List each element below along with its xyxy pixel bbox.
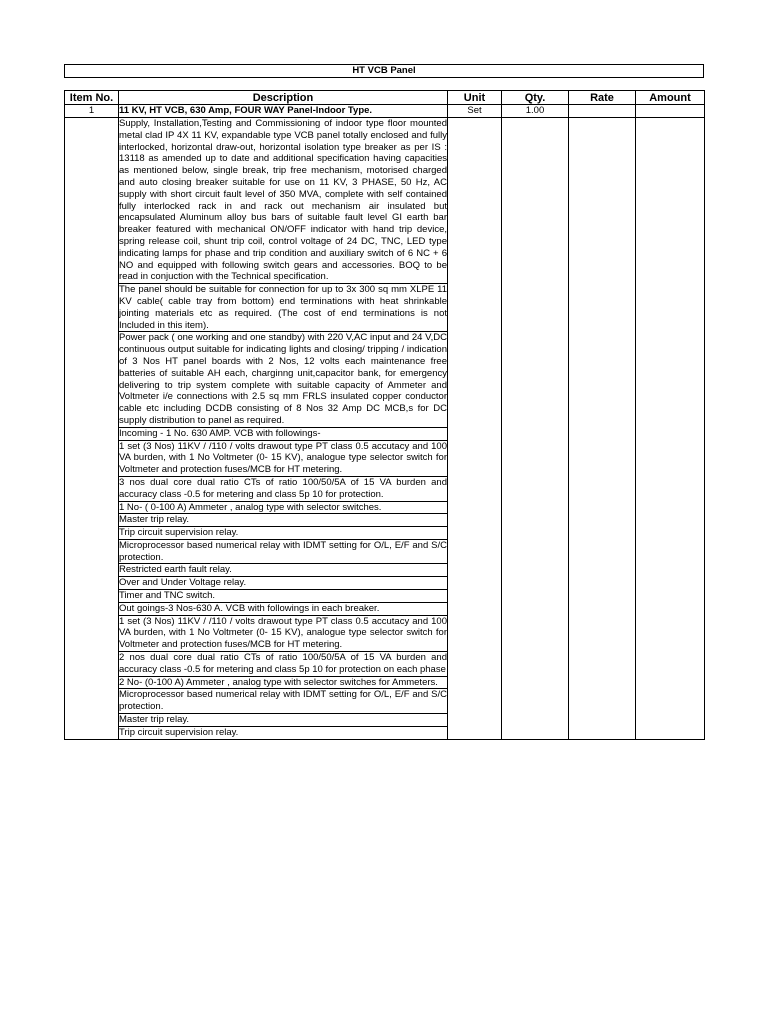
description-segment: Supply, Installation,Testing and Commissioning of indoor type floor mounted metal clad IP 4X 11 KV, expandable type VCB panel totally enclosed and fully interlocked, horizontal draw-out, horizontal isolation type breaker as per IS : 13118 as amended up to date and additional specification having capacities as mentioned below, single break, trip free mechanism, motorised charged and auto closing breaker suitable for use on 11 KV, 3 PHASE, 50 Hz, AC supply with short circuit fault level of 350 MVA, complete with self contained fully interlocked rack in and rack out mechanism air insulated but encapsulated Aluminum alloy bus bars of suitable fault level GI earth bar breaker featured with mechanical ON/OFF indicator with hand trip device, spring release coil, shunt trip coil, control voltage of 24 DC, TNC, LED type indicating lamps for phase and trip condition and auxiliary switch of 6 NC + 6 NO and equipped with following switch gears and accessories. BOQ to be read in conjuction with the Technical specification.	[119, 118, 447, 283]
description-segment: 1 set (3 Nos) 11KV / /110 / volts drawout type PT class 0.5 accutacy and 100 VA burden, with 1 No Voltmeter (0- 15 KV), analogue type selector switch for Voltmeter and protection fuses/MCB for HT metering.	[119, 615, 447, 651]
description-segment: 2 No- (0-100 A) Ammeter , analog type with selector switches for Ammeters.	[119, 677, 447, 690]
col-header-unit: Unit	[448, 91, 502, 105]
qty-blank	[502, 118, 569, 740]
description-segment: Restricted earth fault relay.	[119, 564, 447, 577]
description-segment: Out goings-3 Nos-630 A. VCB with followings in each breaker.	[119, 603, 447, 616]
description-segment: Master trip relay.	[119, 514, 447, 527]
description-segment: Microprocessor based numerical relay with IDMT setting for O/L, E/F and S/C protection.	[119, 689, 447, 713]
col-header-description: Description	[119, 91, 448, 105]
description-segment: Microprocessor based numerical relay with IDMT setting for O/L, E/F and S/C protection.	[119, 539, 447, 563]
description-segment: Power pack ( one working and one standby) with 220 V,AC input and 24 V,DC continuous output suitable for indicating lights and closing/ tripping / indication of 3 Nos HT panel boards with 2 Nos, 12 volts each maintenance free batteries of suitable AH each, charginng unit,capacitor bank, for emergency delivering to trip system complete with suitable capacity of Ammeter and Voltmeter i/e connections with 2.5 sq mm FRLS insulated copper conductor cable etc including DCDB consisting of 8 Nos 32 Amp DC MCB,s for DC supply distribution to panel as required.	[119, 332, 447, 426]
description-cell	[119, 118, 448, 740]
item-row	[65, 105, 705, 118]
item-number-blank	[65, 118, 119, 740]
col-header-qty: Qty.	[502, 91, 569, 105]
rate-blank	[569, 118, 636, 740]
description-segment: Over and Under Voltage relay.	[119, 577, 447, 590]
col-header-item-no: Item No.	[65, 91, 119, 105]
description-segment: Trip circuit supervision relay.	[119, 726, 239, 738]
col-header-amount: Amount	[636, 91, 705, 105]
document-title: HT VCB Panel	[64, 64, 704, 78]
header-row	[65, 91, 705, 105]
item-qty: 1.00	[502, 105, 569, 118]
item-unit: Set	[448, 105, 502, 118]
item-body-row	[65, 118, 705, 740]
description-segment: 1 set (3 Nos) 11KV / /110 / volts drawout type PT class 0.5 accutacy and 100 VA burden, with 1 No Voltmeter (0- 15 KV), analogue type selector switch for Voltmeter and protection fuses/MCB for HT metering.	[119, 440, 447, 476]
boq-table	[64, 90, 705, 740]
description-segment: Master trip relay.	[119, 714, 447, 727]
amount-blank	[636, 118, 705, 740]
description-segment: Trip circuit supervision relay.	[119, 527, 447, 540]
description-segment: 2 nos dual core dual ratio CTs of ratio 100/50/5A of 15 VA burden and accuracy class -0.5 for metering and class 5p 10 for protection on each phase	[119, 652, 447, 675]
description-segment: Timer and TNC switch.	[119, 590, 447, 603]
description-segment: The panel should be suitable for connection for up to 3x 300 sq mm XLPE 11 KV cable( cable tray from bottom) end terminations with heat shrinkable jointing materials etc as required. (The cost of end terminations is not Included in this item).	[119, 284, 447, 331]
col-header-rate: Rate	[569, 91, 636, 105]
item-amount	[636, 105, 705, 118]
item-rate	[569, 105, 636, 118]
description-segment: Incoming - 1 No. 630 AMP. VCB with followings-	[119, 428, 447, 441]
unit-blank	[448, 118, 502, 740]
description-segment: 3 nos dual core dual ratio CTs of ratio 100/50/5A of 15 VA burden and accuracy class -0.5 for metering and class 5p 10 for protection.	[119, 476, 447, 500]
description-segment: 1 No- ( 0-100 A) Ammeter , analog type with selector switches.	[119, 502, 447, 515]
item-number: 1	[65, 105, 119, 118]
item-heading: 11 KV, HT VCB, 630 Amp, FOUR WAY Panel-Indoor Type.	[119, 105, 448, 118]
